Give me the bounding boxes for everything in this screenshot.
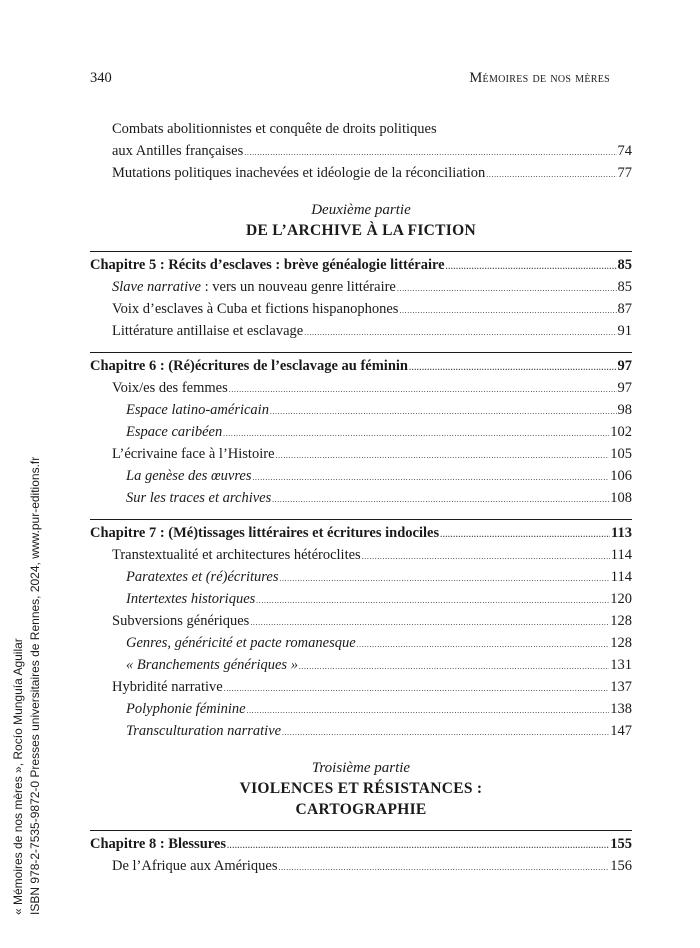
- dot-leader: [362, 546, 610, 568]
- dot-leader: [276, 445, 610, 467]
- dot-leader: [227, 835, 609, 857]
- section-entry: L’écrivaine face à l’Histoire ..... 105: [90, 443, 632, 465]
- dot-leader: [244, 142, 616, 164]
- page-ref: 87: [617, 301, 632, 317]
- chapter-entry: Chapitre 6 : (Ré)écritures de l’esclavage au féminin ..... 97: [90, 352, 632, 377]
- page-ref: 102: [610, 424, 632, 440]
- part-title: DE L’ARCHIVE À LA FICTION: [246, 222, 476, 239]
- page-ref: 97: [617, 358, 632, 374]
- page-ref: 155: [610, 836, 632, 852]
- table-of-contents: [90, 118, 632, 877]
- page-ref: 131: [610, 657, 632, 673]
- page-ref: 113: [611, 525, 632, 541]
- section-entry: Hybridité narrative ..... 137: [90, 676, 632, 698]
- page-ref: 147: [610, 723, 632, 739]
- dot-leader: [279, 857, 610, 879]
- subsection-entry: Genres, généricité et pacte romanesque ..... 128: [90, 632, 632, 654]
- page-ref: 156: [610, 858, 632, 874]
- section-entry: Voix d’esclaves à Cuba et fictions hispanophones ..... 87: [90, 298, 632, 320]
- page-ref: 91: [617, 323, 632, 339]
- section-entry: Voix/es des femmes ..... 97: [90, 377, 632, 399]
- dot-leader: [247, 700, 610, 722]
- page-ref: 97: [617, 380, 632, 396]
- dot-leader: [270, 401, 617, 423]
- page-ref: 108: [610, 490, 632, 506]
- section-entry: Subversions génériques ..... 128: [90, 610, 632, 632]
- dot-leader: [224, 678, 610, 700]
- page-ref: 77: [617, 165, 632, 181]
- chapter-entry: Chapitre 8 : Blessures ..... 155: [90, 830, 632, 855]
- section-entry: Littérature antillaise et esclavage ..... 91: [90, 320, 632, 342]
- subsection-entry: Transculturation narrative ..... 147: [90, 720, 632, 742]
- page-ref: 114: [610, 569, 632, 585]
- page-ref: 128: [610, 635, 632, 651]
- subsection-entry: Espace caribéen ..... 102: [90, 421, 632, 443]
- dot-leader: [440, 524, 610, 546]
- dot-leader: [304, 322, 616, 344]
- page-ref: 74: [617, 143, 632, 159]
- section-entry: De l’Afrique aux Amériques ..... 156: [90, 855, 632, 877]
- dot-leader: [397, 278, 617, 300]
- dot-leader: [272, 489, 609, 511]
- running-title: Mémoires de nos mères: [469, 70, 610, 86]
- dot-leader: [299, 656, 609, 678]
- subsection-entry: Sur les traces et archives ..... 108: [90, 487, 632, 509]
- subsection-entry: Intertextes historiques ..... 120: [90, 588, 632, 610]
- sidebar-line: ISBN 978-2-7535-9872-0 Presses universitaires de Rennes, 2024, www.pur-editions.fr: [28, 456, 42, 915]
- chapter-entry: Chapitre 5 : Récits d’esclaves : brève généalogie littéraire ..... 85: [90, 251, 632, 276]
- page-ref: 120: [610, 591, 632, 607]
- dot-leader: [253, 467, 610, 489]
- chapter-entry: Chapitre 7 : (Mé)tissages littéraires et écritures indociles ..... 113: [90, 519, 632, 544]
- subsection-entry: Polyphonie féminine ..... 138: [90, 698, 632, 720]
- page-ref: 85: [617, 257, 632, 273]
- toc-entry-line: Combats abolitionnistes et conquête de droits politiques: [112, 121, 437, 137]
- page-ref: 85: [617, 279, 632, 295]
- copyright-sidebar: [10, 425, 46, 915]
- page-ref: 98: [617, 402, 632, 418]
- dot-leader: [256, 590, 609, 612]
- part-heading: [90, 758, 632, 820]
- subsection-entry: Espace latino-américain ..... 98: [90, 399, 632, 421]
- sidebar-line: « Mémoires de nos mères », Rocío Munguía Aguilar: [11, 638, 25, 915]
- page-ref: 128: [610, 613, 632, 629]
- dot-leader: [409, 357, 617, 379]
- dot-leader: [357, 634, 610, 656]
- part-title: VIOLENCES ET RÉSISTANCES :: [239, 780, 483, 797]
- toc-entry: Mutations politiques inachevées et idéologie de la réconciliation ..... 77: [90, 162, 632, 184]
- page-ref: 137: [610, 679, 632, 695]
- subsection-entry: Paratextes et (ré)écritures ..... 114: [90, 566, 632, 588]
- part-title: CARTOGRAPHIE: [295, 801, 427, 818]
- dot-leader: [250, 612, 609, 634]
- page-ref: 105: [610, 446, 632, 462]
- dot-leader: [223, 423, 609, 445]
- section-entry: Transtextualité et architectures hétéroclites ..... 114: [90, 544, 632, 566]
- page-ref: 106: [610, 468, 632, 484]
- dot-leader: [486, 164, 616, 186]
- dot-leader: [282, 722, 609, 744]
- part-label: Deuxième partie: [311, 202, 411, 218]
- page-ref: 138: [610, 701, 632, 717]
- part-heading: [90, 200, 632, 241]
- subsection-entry: La genèse des œuvres ..... 106: [90, 465, 632, 487]
- dot-leader: [446, 256, 617, 278]
- dot-leader: [229, 379, 617, 401]
- page-header: [90, 70, 610, 92]
- section-entry: Slave narrative : vers un nouveau genre littéraire ..... 85: [90, 276, 632, 298]
- dot-leader: [399, 300, 616, 322]
- page-ref: 114: [610, 547, 632, 563]
- dot-leader: [279, 568, 609, 590]
- subsection-entry: « Branchements génériques » ..... 131: [90, 654, 632, 676]
- part-label: Troisième partie: [311, 760, 411, 776]
- toc-entry: aux Antilles françaises ..... 74: [90, 140, 632, 162]
- page-number: 340: [90, 70, 112, 86]
